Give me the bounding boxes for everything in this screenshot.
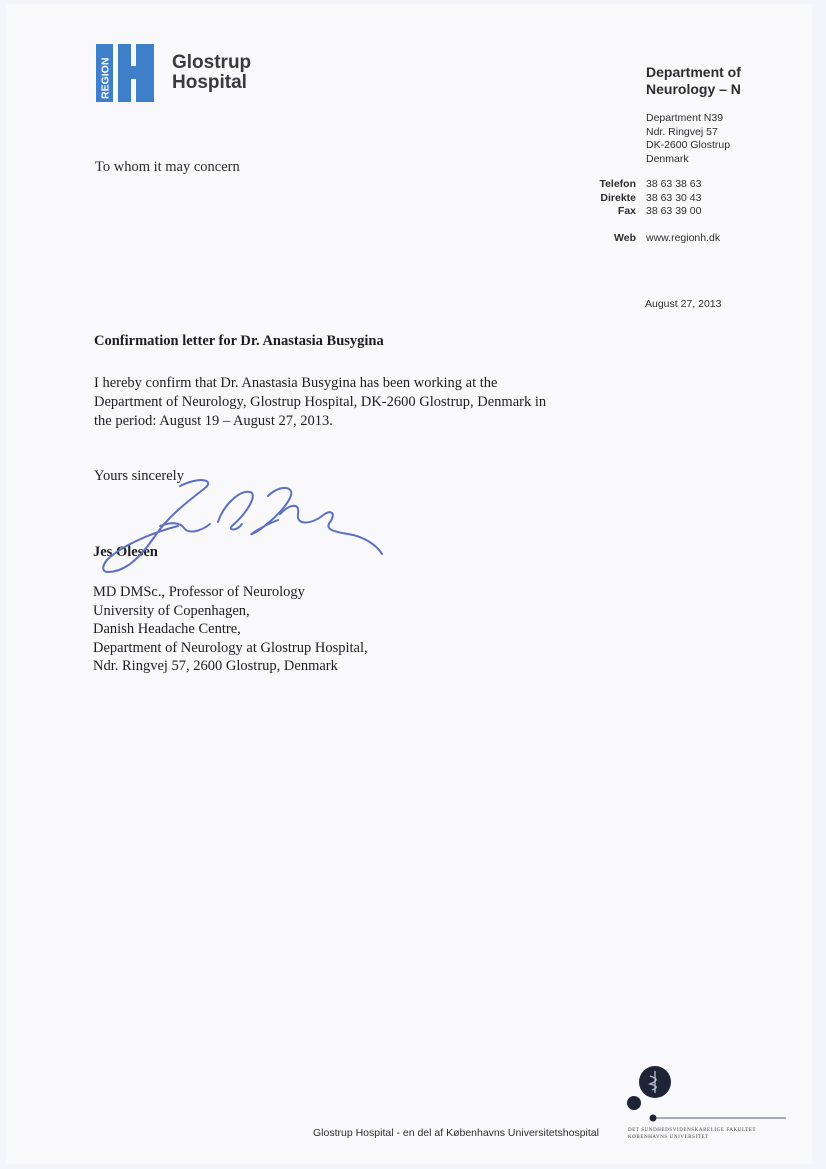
direkte-value: 38 63 30 43 [646, 191, 702, 204]
signer-name: Jes Olesen [93, 544, 158, 560]
credential-line: Danish Headache Centre, [93, 621, 241, 637]
credential-line: MD DMSc., Professor of Neurology [93, 584, 305, 600]
web-row [560, 232, 780, 246]
department-address [646, 112, 730, 166]
address-line: Denmark [646, 152, 689, 165]
signer-credentials [93, 583, 368, 676]
letter-body [94, 374, 574, 431]
credential-line: Department of Neurology at Glostrup Hospital, [93, 639, 368, 656]
web-link[interactable]: www.regionh.dk [646, 231, 721, 244]
body-line: the period: August 19 – August 27, 2013. [94, 413, 333, 429]
contact-block [560, 178, 780, 245]
address-line: DK-2600 Glostrup [646, 139, 731, 151]
hospital-name-line1: Glostrup [172, 52, 252, 73]
fax-value: 38 63 39 00 [646, 205, 702, 217]
address-line: Department N39 [646, 112, 724, 124]
address-line: Ndr. Ringvej 57 [646, 125, 718, 138]
fax-label: Fax [617, 205, 636, 217]
fax-row [560, 205, 780, 219]
university-name-line2: KØBENHAVNS UNIVERSITET [628, 1135, 709, 1140]
letter-date: August 27, 2013 [645, 298, 722, 310]
university-name-line1: DET SUNDHEDSVIDENSKABELIGE FAKULTET [628, 1128, 757, 1133]
credential-line: University of Copenhagen, [93, 602, 250, 619]
hospital-name [172, 53, 251, 93]
logo-region-text: REGION [99, 57, 112, 99]
footer-text: Glostrup Hospital - en del af Københavns Universitetshospital [313, 1127, 599, 1139]
letter-subject: Confirmation letter for Dr. Anastasia Busygina [94, 333, 384, 349]
telefon-label: Telefon [599, 178, 636, 190]
hospital-name-line2: Hospital [172, 72, 247, 93]
department-title-line2: Neurology – N [646, 81, 741, 97]
direkte-label: Direkte [600, 191, 636, 204]
greeting: To whom it may concern [95, 159, 240, 175]
telefon-row [560, 178, 780, 192]
web-label: Web [614, 231, 636, 244]
handwritten-signature-icon [100, 474, 400, 584]
region-h-logo-icon [96, 44, 154, 102]
department-title [646, 64, 741, 98]
department-title-line1: Department of [646, 64, 741, 80]
body-line: Department of Neurology, Glostrup Hospital, DK-2600 Glostrup, Denmark in [94, 394, 547, 410]
body-line: I hereby confirm that Dr. Anastasia Busygina has been working at the [94, 375, 498, 391]
credential-line: Ndr. Ringvej 57, 2600 Glostrup, Denmark [93, 658, 338, 674]
closing: Yours sincerely [94, 468, 184, 484]
direkte-row [560, 192, 780, 206]
university-name [628, 1127, 756, 1141]
telefon-value: 38 63 38 63 [646, 178, 702, 190]
